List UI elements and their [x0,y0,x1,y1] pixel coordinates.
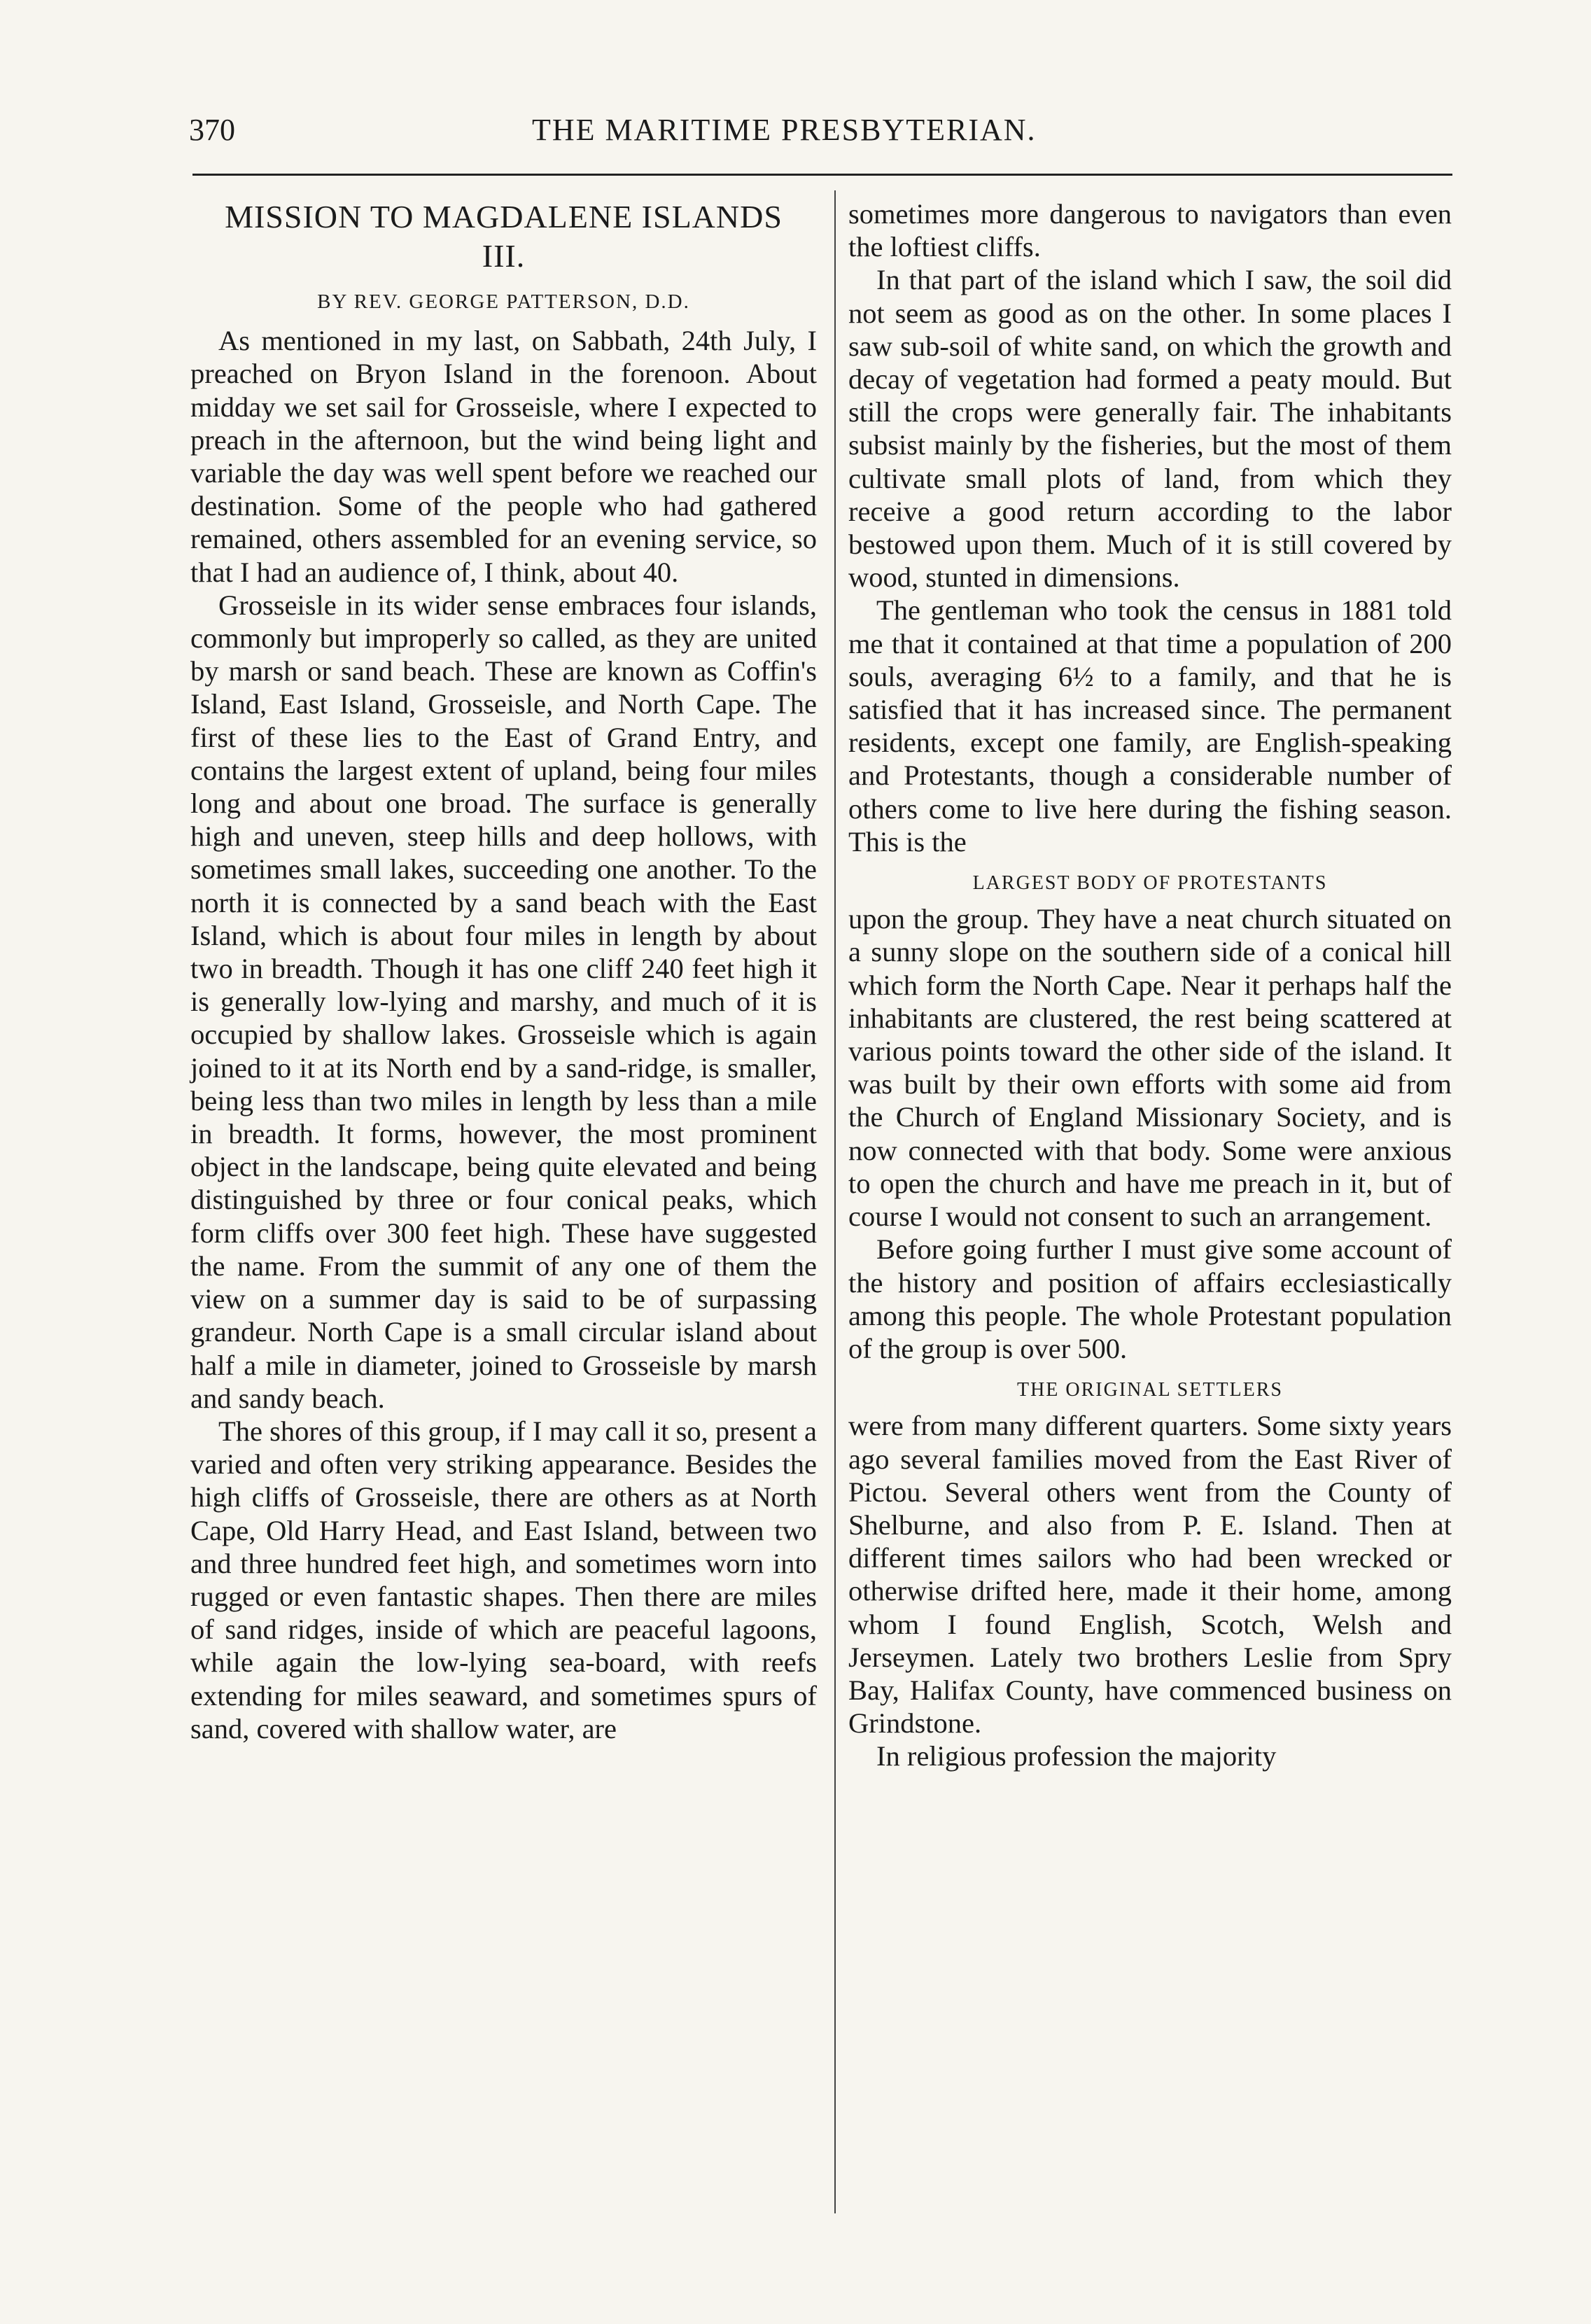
section-heading: THE ORIGINAL SETTLERS [1016,1379,1284,1401]
header-rule [192,174,1452,176]
article-title-line1: MISSION TO MAGDALENE ISLANDS [225,199,783,234]
section-heading: LARGEST BODY OF PROTESTANTS [972,872,1328,895]
paragraph: Before going further I must give some account of the history and position of affairs ecclesiastically among this people. The whole Protestant population of the group is over 500. [848,1233,1452,1364]
page-header [189,112,1449,161]
right-column [848,197,1452,1773]
paragraph: In that part of the island which I saw, the soil did not seem as good as on the other. In some places I saw sub-soil of white sand, on which the growth and decay of vegetation had formed a peaty mould. But still the crops were generally fair. The inhabitants subsist mainly by the fisheries, but the most of them cultivate small plots of land, from which they receive a good return according to the labor bestowed upon them. Much of it is still covered by wood, stunted in dimensions. [848,264,1452,594]
journal-title: THE MARITIME PRESBYTERIAN. [532,113,1037,147]
paragraph: Grosseisle in its wider sense embraces four islands, commonly but improperly so called, as they are united by marsh or sand beach. These are known as Coffin's Island, East Island, Grosseisle, and North Cape. The first of these lies to the East of Grand Entry, and contains the largest extent of upland, being four miles long and about one broad. The surface is generally high and uneven, steep hills and deep hollows, with sometimes small lakes, succeeding one another. To the north it is connected by a sand beach with the East Island, which is about four miles in length by about two in breadth. Though it has one cliff 240 feet high it is generally low-lying and marshy, and much of it is occupied by shallow lakes. Grosseisle which is again joined to it at its North end by a sand-ridge, is smaller, being less than two miles in length by less than a mile in breadth. It forms, however, the most prominent object in the landscape, being quite elevated and being distinguished by three or four conical peaks, which form cliffs over 300 feet high. These have suggested the name. From the summit of any one of them the view on a summer day is said to be of surpassing grandeur. North Cape is a small circular island about half a mile in diameter, joined to Grosseisle by marsh and sandy beach. [190,589,817,1414]
column-divider [834,190,836,2213]
page-number: 370 [189,113,235,147]
article-title-line2: III. [482,238,526,274]
article-byline: BY REV. GEORGE PATTERSON, D.D. [317,290,690,313]
paragraph: were from many different quarters. Some sixty years ago several families moved from the East River of Pictou. Several others went from the County of Shelburne, and also from P. E. Island. Then at different times sailors who had been wrecked or otherwise drifted here, made it their home, among whom I found English, Scotch, Welsh and Jerseymen. Lately two brothers Leslie from Spry Bay, Halifax County, have commenced business on Grindstone. [848,1410,1452,1740]
paragraph: The gentleman who took the census in 1881 told me that it contained at that time a population of 200 souls, averaging 6½ to a family, and that he is satisfied that it has increased since. The permanent residents, except one family, are English-speaking and Protestants, though a considerable number of others come to live here during the fishing season. This is the [848,594,1452,858]
paragraph: The shores of this group, if I may call it so, present a varied and often very striking appearance. Besides the high cliffs of Grosseisle, there are others as at North Cape, Old Harry Head, and East Island, between two and three hundred feet high, and sometimes worn into rugged or even fantastic shapes. Then there are miles of sand ridges, inside of which are peaceful lagoons, while again the low-lying sea-board, with reefs extending for miles seaward, and sometimes spurs of sand, covered with shallow water, are [190,1415,817,1744]
paragraph: upon the group. They have a neat church situated on a sunny slope on the southern side of a conical hill which form the North Cape. Near it perhaps half the inhabitants are clustered, the rest being scattered at various points toward the other side of the island. It was built by their own efforts with some aid from the Church of England Missionary Society, and is now connected with that body. Some were anxious to open the church and have me preach in it, but of course I would not consent to such an arrangement. [848,903,1452,1233]
article-title [190,197,817,276]
left-column [190,197,817,1745]
paragraph: In religious profession the majority [876,1740,1277,1772]
paragraph: sometimes more dangerous to navigators than even the loftiest cliffs. [848,198,1452,263]
paragraph: As mentioned in my last, on Sabbath, 24th July, I preached on Bryon Island in the forenoon. About midday we set sail for Grosseisle, where I expected to preach in the afternoon, but the wind being light and variable the day was well spent before we reached our destination. Some of the people who had gathered remained, others assembled for an evening service, so that I had an audience of, I think, about 40. [190,325,817,588]
